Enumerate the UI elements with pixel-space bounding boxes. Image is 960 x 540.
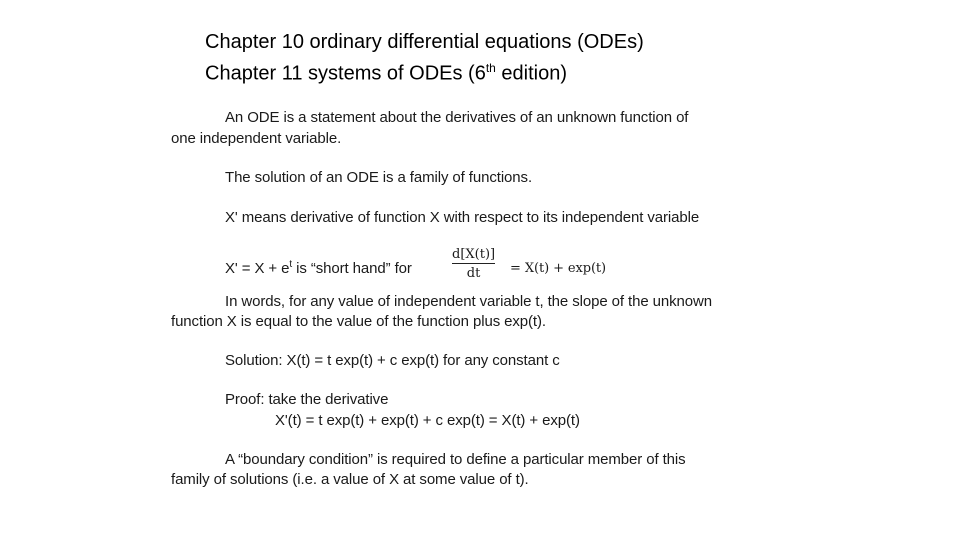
title-line-2-text: Chapter 11 systems of ODEs (6 [205,62,486,85]
boundary-line-1: A “boundary condition” is required to define a particular member of this [225,451,686,468]
proof-line-2: X'(t) = t exp(t) + exp(t) + c exp(t) = X(t) + exp(t) [275,412,580,429]
title-superscript: th [485,61,496,75]
title-line-2-suffix: edition) [495,62,568,85]
solution-statement: Solution: X(t) = t exp(t) + c exp(t) for any constant c [225,352,560,369]
derivative-fraction [452,247,495,281]
shorthand-exponent: t [289,259,293,270]
shorthand-label: is “short hand” for [292,260,412,277]
shorthand-equation: X' = X + e [225,260,290,277]
title-line-1 [205,31,644,54]
fraction-denominator: dt [466,266,481,281]
ode-definition-line-2: one independent variable. [171,130,342,147]
boundary-line-2: family of solutions (i.e. a value of X at some value of t). [171,471,529,488]
shorthand-line [225,259,412,277]
derivative-definition: X' means derivative of function X with respect to its independent variable [225,209,700,226]
fraction-bar [452,263,495,264]
proof-line-1: Proof: take the derivative [225,391,389,408]
title-line-1-text: Chapter 10 ordinary differential equations (ODEs) [205,31,644,53]
ode-definition-line-1: An ODE is a statement about the derivatives of an unknown function of [225,109,689,126]
shorthand-rhs: = X(t) + exp(t) [510,261,607,276]
solution-definition: The solution of an ODE is a family of functions. [225,169,533,186]
title-line-2 [205,61,567,86]
words-line-2: function X is equal to the value of the function plus exp(t). [171,313,546,330]
fraction-numerator: d[X(t)] [452,247,496,262]
words-line-1: In words, for any value of independent variable t, the slope of the unknown [225,293,712,310]
